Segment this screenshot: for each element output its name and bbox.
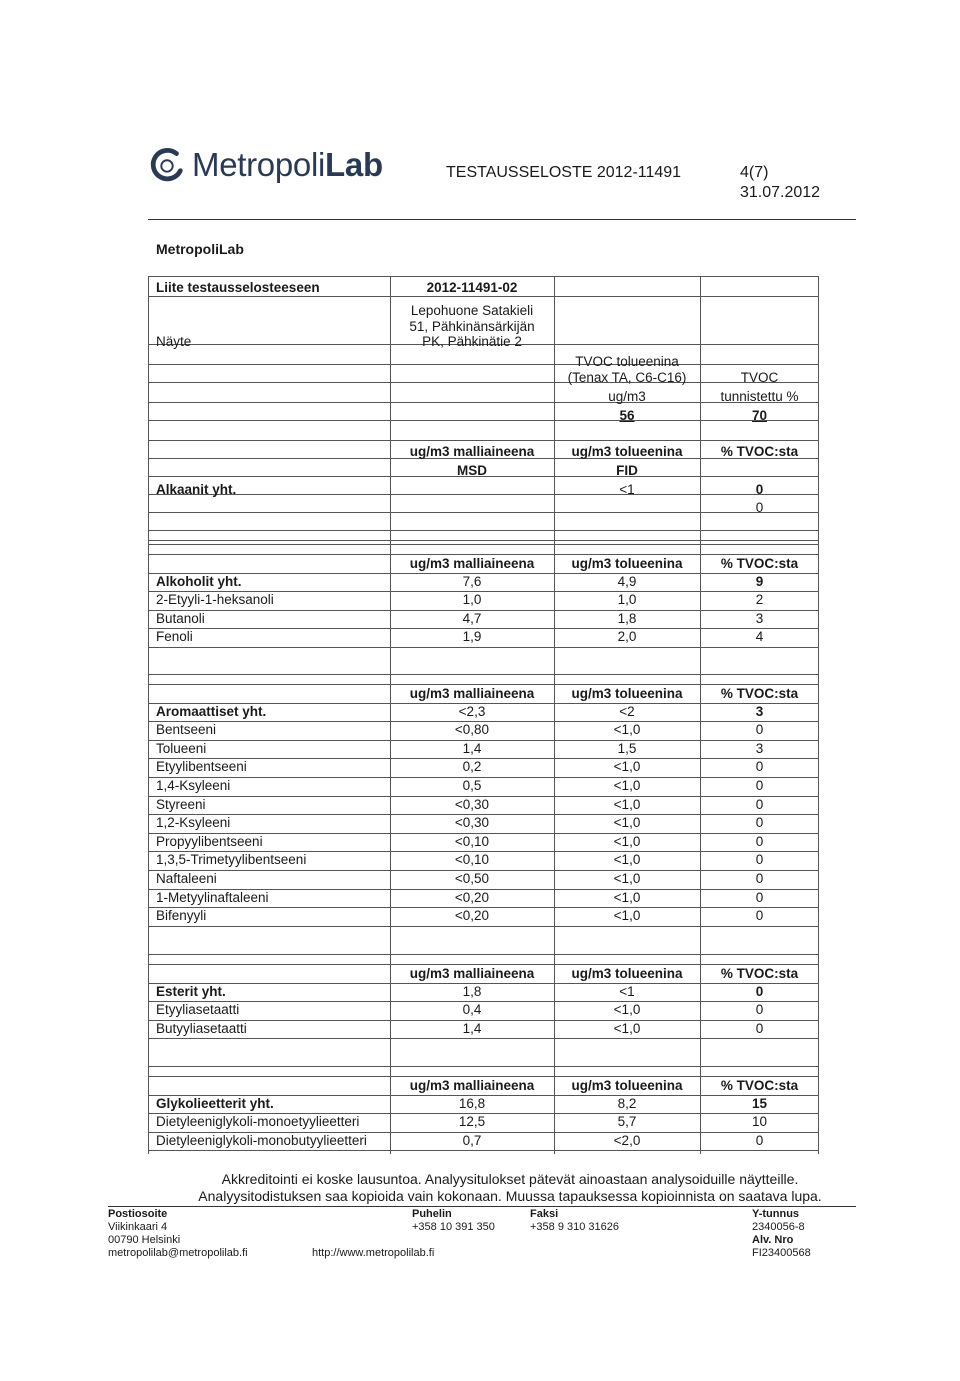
table-row-model-value: <0,30: [454, 815, 490, 831]
table-row-toluene-value: 5,7: [617, 1114, 637, 1130]
page-number: 4(7): [740, 164, 769, 181]
table-row-tvoc-percent: 0: [755, 815, 764, 831]
table-row-name: Propyylibentseeni: [156, 833, 263, 849]
table-row-tvoc-percent: 0: [755, 871, 764, 886]
tvoc-header-line1: TVOC tolueenina: [575, 354, 679, 369]
report-title: TESTAUSSELOSTE 2012-11491: [446, 164, 682, 181]
table-row-name: 1-Metyylinaftaleeni: [156, 889, 269, 905]
table-row-name: Etyyliasetaatti: [156, 1002, 240, 1018]
alkanes-total-percent: 0: [755, 482, 764, 497]
table-row-toluene-value: <1,0: [613, 833, 641, 849]
table-row-name: Styreeni: [156, 796, 206, 812]
alkanes-col1-header: ug/m3 malliaineena: [409, 444, 535, 459]
results-table: [148, 276, 819, 1156]
business-id-value: 2340056-8: [752, 1221, 805, 1233]
group-col3-header: % TVOC:sta: [720, 1078, 799, 1093]
alkanes-col3-header: % TVOC:sta: [720, 444, 799, 459]
table-row-name: Dietyleeniglykoli-monoetyylieetteri: [156, 1114, 360, 1130]
group-total-name: Glykolieetterit yht.: [156, 1095, 274, 1111]
postal-address-line1: Viikinkaari 4: [108, 1221, 168, 1233]
table-row-toluene-value: <1,0: [613, 796, 641, 812]
group-col2-header: ug/m3 tolueenina: [571, 556, 683, 571]
fax-label: Faksi: [530, 1208, 559, 1220]
group-col1-header: ug/m3 malliaineena: [409, 966, 535, 981]
table-row-toluene-value: <1,0: [613, 889, 641, 905]
table-row-toluene-value: <1,0: [613, 778, 641, 793]
table-row-toluene-value: 2,0: [617, 629, 637, 645]
copy-note: Analyysitodistuksen saa kopioida vain kokonaan. Muussa tapauksessa kopioinnista on saatava lupa.: [198, 1188, 822, 1204]
table-row-tvoc-percent: 0: [755, 796, 764, 812]
table-row-model-value: <0,20: [454, 889, 490, 905]
group-total-tvoc-percent: 3: [755, 703, 764, 719]
tvoc-identified-line1: TVOC: [740, 370, 779, 385]
table-row-toluene-value: 1,8: [617, 610, 637, 626]
table-row-tvoc-percent: 3: [755, 740, 764, 756]
group-total-model-value: 16,8: [458, 1095, 486, 1111]
table-row-tvoc-percent: 0: [755, 778, 764, 793]
table-row-model-value: 1,4: [462, 1020, 482, 1036]
group-col2-header: ug/m3 tolueenina: [571, 686, 683, 701]
table-row-tvoc-percent: 3: [755, 610, 764, 626]
table-row-model-value: 0,5: [462, 778, 482, 793]
table-row-model-value: 4,7: [462, 610, 482, 626]
report-date: 31.07.2012: [740, 184, 821, 201]
fid-label: FID: [616, 463, 638, 478]
vat-label: Alv. Nro: [752, 1234, 794, 1246]
logo-text-bold: Lab: [325, 146, 383, 183]
table-row-name: Naftaleeni: [156, 871, 217, 886]
table-row-tvoc-percent: 0: [755, 759, 764, 775]
group-total-toluene-value: 4,9: [617, 573, 637, 589]
appendix-value: 2012-11491-02: [426, 280, 518, 295]
table-row-toluene-value: <1,0: [613, 1002, 641, 1018]
group-col1-header: ug/m3 malliaineena: [409, 556, 535, 571]
table-row-name: Butyyliasetaatti: [156, 1020, 247, 1036]
logo-text-regular: Metropoli: [192, 146, 326, 183]
company-logo: [148, 146, 383, 184]
table-row-name: 1,4-Ksyleeni: [156, 778, 231, 793]
accreditation-note: Akkreditointi ei koske lausuntoa. Analyysitulokset pätevät ainoastaan analysoiduille näytteille.: [221, 1171, 799, 1187]
table-row-toluene-value: <1,0: [613, 1020, 641, 1036]
group-total-tvoc-percent: 0: [755, 983, 764, 999]
group-total-toluene-value: <1: [619, 983, 635, 999]
table-row-toluene-value: <1,0: [613, 908, 641, 924]
table-row-toluene-value: 1,5: [617, 740, 637, 756]
msd-label: MSD: [457, 463, 487, 478]
table-row-model-value: <0,10: [454, 852, 490, 868]
table-row-toluene-value: <2,0: [613, 1132, 641, 1148]
group-col1-header: ug/m3 malliaineena: [409, 686, 535, 701]
table-row-tvoc-percent: 0: [755, 852, 764, 868]
tvoc-unit: ug/m3: [608, 389, 646, 404]
postal-address-label: Postiosoite: [108, 1208, 168, 1220]
tvoc-header-line2: (Tenax TA, C6-C16): [567, 370, 687, 385]
table-row-tvoc-percent: 0: [755, 722, 764, 738]
sample-label: Näyte: [156, 334, 192, 349]
alkanes-percent-secondary: 0: [755, 500, 764, 515]
table-row-model-value: 0,2: [462, 759, 482, 775]
group-total-name: Aromaattiset yht.: [156, 703, 267, 719]
table-row-model-value: 12,5: [458, 1114, 486, 1130]
table-row-name: Tolueeni: [156, 740, 207, 756]
group-col1-header: ug/m3 malliaineena: [409, 1078, 535, 1093]
tvoc-identified-line2: tunnistettu %: [720, 389, 799, 404]
table-row-toluene-value: <1,0: [613, 759, 641, 775]
tvoc-value: 56: [619, 408, 635, 423]
table-row-name: Butanoli: [156, 610, 205, 626]
postal-address-line2: 00790 Helsinki: [108, 1234, 181, 1246]
tvoc-identified-value: 70: [751, 408, 768, 423]
group-col2-header: ug/m3 tolueenina: [571, 966, 683, 981]
table-row-model-value: 1,4: [462, 740, 482, 756]
group-col3-header: % TVOC:sta: [720, 556, 799, 571]
table-row-name: Bifenyyli: [156, 908, 207, 924]
table-row-name: Dietyleeniglykoli-monobutyylieetteri: [156, 1132, 367, 1148]
table-row-tvoc-percent: 10: [751, 1114, 768, 1130]
table-row-model-value: <0,20: [454, 908, 490, 924]
business-id-label: Y-tunnus: [752, 1208, 800, 1220]
table-row-model-value: <0,10: [454, 833, 490, 849]
sample-location-line1: Lepohuone Satakieli: [410, 303, 534, 318]
table-row-name: Etyylibentseeni: [156, 759, 247, 775]
table-row-name: 1,3,5-Trimetyylibentseeni: [156, 852, 307, 868]
company-name: MetropoliLab: [156, 241, 244, 257]
table-row-name: 1,2-Ksyleeni: [156, 815, 231, 831]
header-divider: [148, 219, 856, 220]
alkanes-total-toluene: <1: [619, 482, 635, 497]
website-link[interactable]: http://www.metropolilab.fi: [312, 1247, 435, 1259]
table-row-name: 2-Etyyli-1-heksanoli: [156, 592, 274, 608]
table-row-tvoc-percent: 0: [755, 833, 764, 849]
table-row-name: Fenoli: [156, 629, 193, 645]
group-col3-header: % TVOC:sta: [720, 686, 799, 701]
phone-value: +358 10 391 350: [412, 1221, 495, 1233]
table-row-toluene-value: <1,0: [613, 815, 641, 831]
group-total-name: Esterit yht.: [156, 983, 226, 999]
group-col3-header: % TVOC:sta: [720, 966, 799, 981]
group-col2-header: ug/m3 tolueenina: [571, 1078, 683, 1093]
table-row-model-value: 1,0: [462, 592, 482, 608]
table-row-model-value: 1,9: [462, 629, 482, 645]
table-row-toluene-value: 1,0: [617, 592, 637, 608]
alkanes-total-name: Alkaanit yht.: [156, 482, 237, 497]
sample-location-line3: PK, Pähkinätie 2: [422, 334, 522, 349]
table-row-tvoc-percent: 0: [755, 1020, 764, 1036]
table-row-tvoc-percent: 0: [755, 908, 764, 924]
group-total-model-value: 1,8: [462, 983, 482, 999]
table-row-tvoc-percent: 0: [755, 1002, 764, 1018]
table-row-model-value: <0,80: [454, 722, 490, 738]
table-row-model-value: <0,30: [454, 796, 490, 812]
group-total-toluene-value: 8,2: [617, 1095, 637, 1111]
table-row-toluene-value: <1,0: [613, 871, 641, 886]
table-row-name: Bentseeni: [156, 722, 217, 738]
fax-value: +358 9 310 31626: [530, 1221, 620, 1233]
group-total-tvoc-percent: 9: [755, 573, 764, 589]
table-row-tvoc-percent: 4: [755, 629, 764, 645]
group-total-model-value: 7,6: [462, 573, 482, 589]
table-row-tvoc-percent: 0: [755, 889, 764, 905]
footer-divider: [108, 1206, 856, 1207]
appendix-label: Liite testausselosteeseen: [156, 280, 320, 295]
table-row-model-value: 0,4: [462, 1002, 482, 1018]
alkanes-col2-header: ug/m3 tolueenina: [571, 444, 683, 459]
sample-location-line2: 51, Pähkinänsärkijän: [409, 319, 535, 334]
group-total-name: Alkoholit yht.: [156, 573, 242, 589]
metropolilab-logo-icon: [148, 146, 186, 184]
table-row-tvoc-percent: 2: [755, 592, 764, 608]
group-total-toluene-value: <2: [619, 703, 635, 719]
table-row-toluene-value: <1,0: [613, 852, 641, 868]
group-total-model-value: <2,3: [458, 703, 486, 719]
vat-value: FI23400568: [752, 1247, 811, 1259]
table-row-tvoc-percent: 0: [755, 1132, 764, 1148]
email-link[interactable]: metropolilab@metropolilab.fi: [108, 1247, 248, 1259]
group-total-tvoc-percent: 15: [751, 1095, 768, 1111]
phone-label: Puhelin: [412, 1208, 452, 1220]
table-row-model-value: <0,50: [454, 871, 490, 886]
table-row-model-value: 0,7: [462, 1132, 482, 1148]
table-row-toluene-value: <1,0: [613, 722, 641, 738]
